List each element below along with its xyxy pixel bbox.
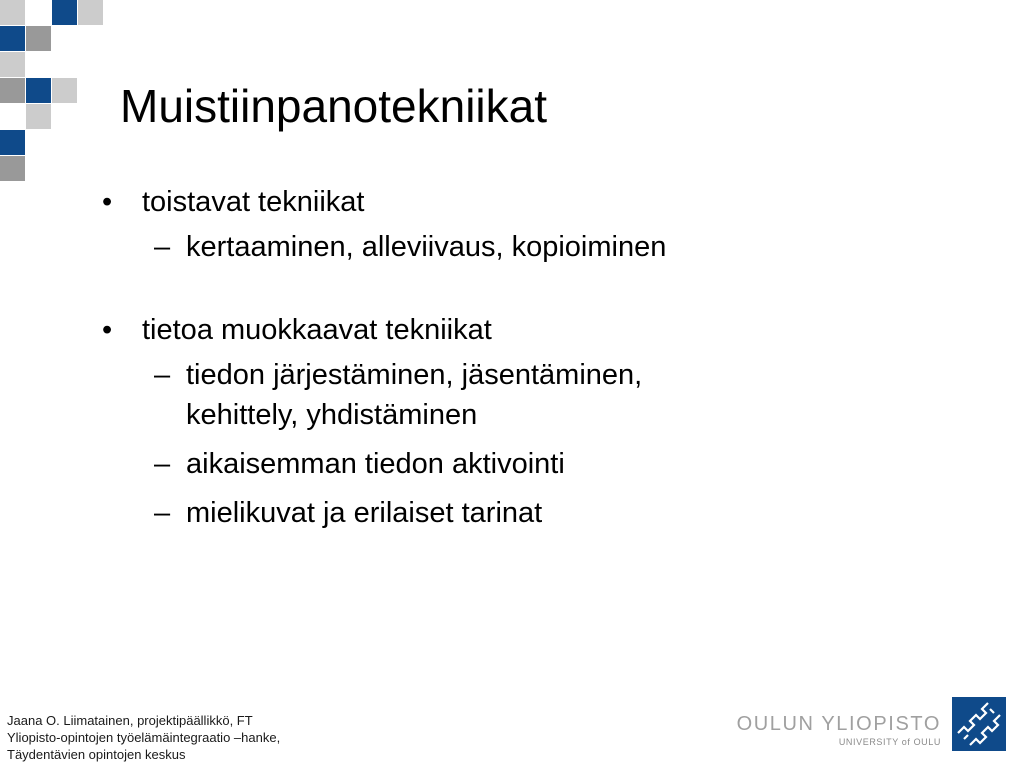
mosaic-square: [52, 78, 77, 103]
mosaic-square: [0, 52, 25, 77]
sub-bullet-item: [100, 227, 760, 267]
sub-bullet-item: [100, 355, 760, 435]
mosaic-square: [0, 78, 25, 103]
bullet-list: [100, 183, 760, 542]
university-subname: UNIVERSITY of OULU: [838, 737, 941, 747]
sub-bullet-mark: –: [154, 231, 171, 263]
footer-line: Täydentävien opintojen keskus: [7, 747, 186, 762]
sub-bullet-mark: –: [154, 497, 171, 529]
sub-bullet-mark: –: [154, 359, 171, 391]
sub-bullet-mark: –: [154, 448, 171, 480]
bullet-mark: •: [102, 186, 113, 218]
university-wordmark: [736, 712, 941, 748]
mosaic-square: [0, 156, 25, 181]
footer-line: Jaana O. Liimatainen, projektipäällikkö, FT: [7, 713, 253, 728]
mosaic-square: [26, 26, 51, 51]
bullet-item: [100, 183, 760, 221]
sub-bullet-item: [100, 444, 760, 484]
bullet-text: toistavat tekniikat: [142, 186, 365, 218]
bullet-item: [100, 311, 760, 349]
footer-line: Yliopisto-opintojen työelämäintegraatio –hanke,: [7, 730, 281, 745]
mosaic-square: [52, 0, 77, 25]
sub-bullet-text: mielikuvat ja erilaiset tarinat: [186, 497, 543, 529]
mosaic-square: [26, 104, 51, 129]
sub-bullet-item: [100, 493, 760, 533]
mosaic-square: [0, 0, 25, 25]
bullet-text: tietoa muokkaavat tekniikat: [142, 314, 492, 346]
university-emblem-icon: [952, 697, 1006, 751]
decorative-square-mosaic: [0, 0, 110, 190]
bullet-mark: •: [102, 314, 113, 346]
university-name: OULUN YLIOPISTO: [736, 713, 941, 735]
sub-bullet-text: kertaaminen, alleviivaus, kopioiminen: [186, 231, 667, 263]
mosaic-square: [0, 26, 25, 51]
mosaic-square: [26, 78, 51, 103]
mosaic-square: [78, 0, 103, 25]
footer-author-info: [7, 712, 280, 763]
slide-title: Muistiinpanotekniikat: [120, 80, 548, 132]
sub-bullet-text: tiedon järjestäminen, jäsentäminen, kehittely, yhdistäminen: [186, 359, 643, 431]
sub-bullet-text: aikaisemman tiedon aktivointi: [186, 448, 565, 480]
mosaic-square: [0, 130, 25, 155]
